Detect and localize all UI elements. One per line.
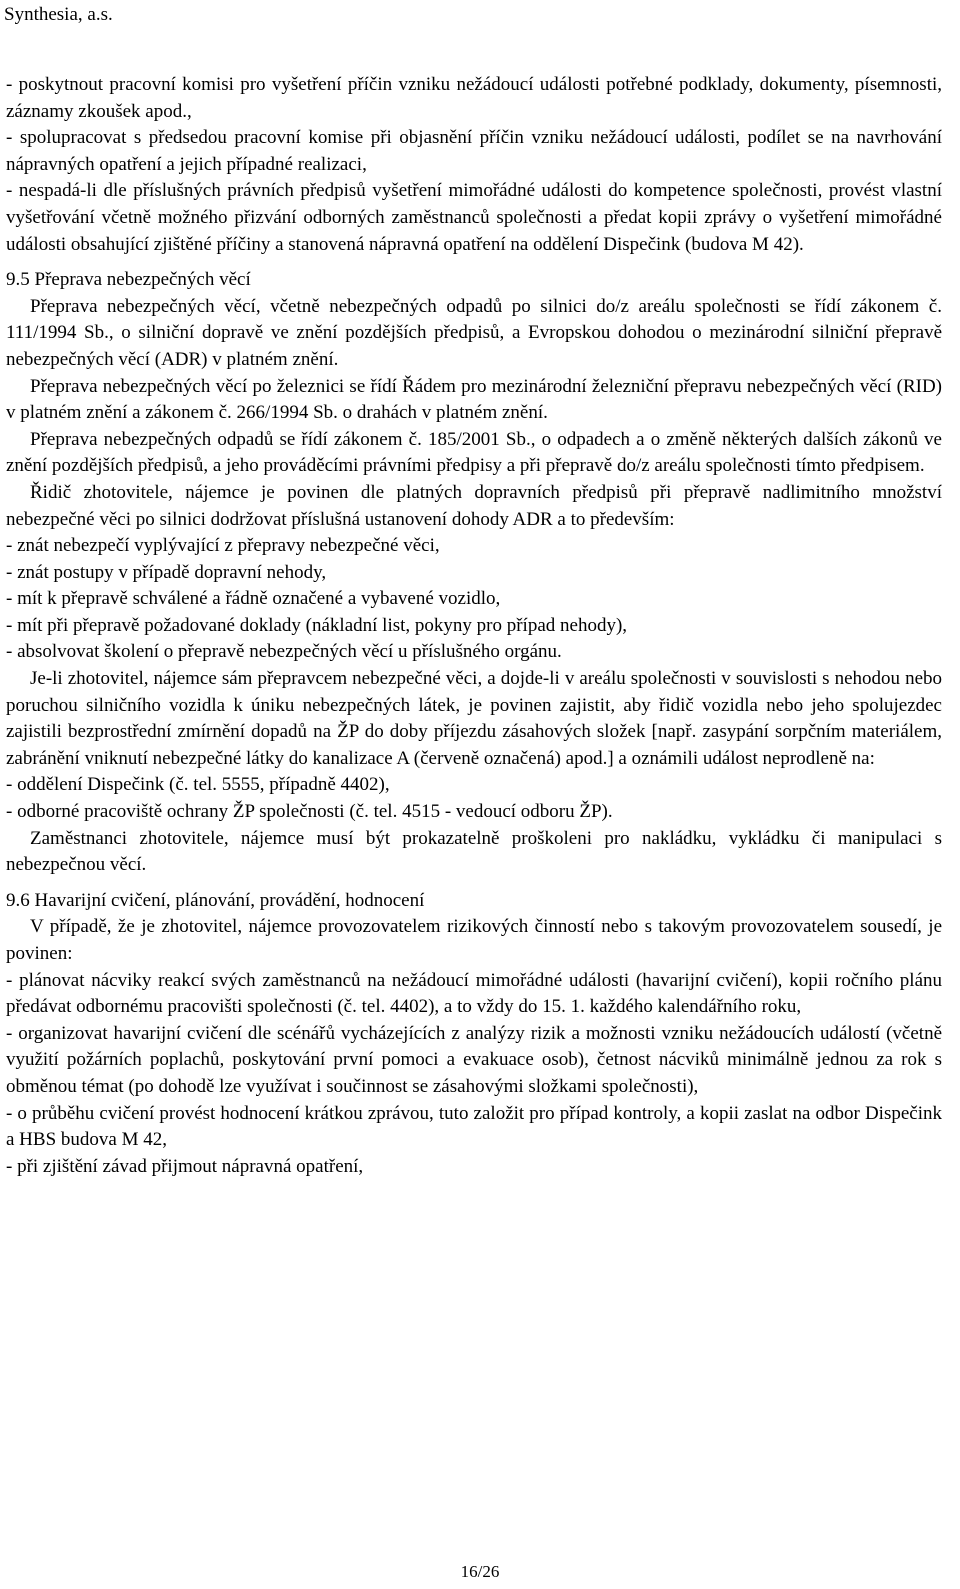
page-number: 16/26 xyxy=(460,1562,500,1581)
list-item: - mít při přepravě požadované doklady (nákladní list, pokyny pro případ nehody), xyxy=(6,614,628,636)
list-item: - znát postupy v případě dopravní nehody, xyxy=(6,561,327,583)
list-item: - spolupracovat s předsedou pracovní komise při objasnění příčin vzniku nežádoucí události, podílet se na navrhování nápravných opatření a jejich případné realizaci, xyxy=(6,127,942,175)
list-item: - organizovat havarijní cvičení dle scénářů vycházejících z analýzy rizik a možnosti vzniku nežádoucích událostí (včetně využití požárních poplachů, poskytování první pomoci a evakuace osob), četnost nácviků minimálně jednou za rok s obměnou témat (po dohodě lze využívat i součinnost se zásahovými složkami společnosti), xyxy=(6,1022,942,1097)
list-item: - znát nebezpečí vyplývající z přepravy nebezpečné věci, xyxy=(6,535,440,557)
paragraph: Přeprava nebezpečných věcí po železnici se řídí Řádem pro mezinárodní železniční přepravu nebezpečných věcí (RID) v platném znění a zákonem č. 266/1994 Sb. o drahách v platném znění. xyxy=(6,375,942,424)
list-item: - poskytnout pracovní komisi pro vyšetření příčin vzniku nežádoucí události potřebné podklady, dokumenty, písemnosti, záznamy zkoušek apod., xyxy=(6,74,942,122)
paragraph: Přeprava nebezpečných odpadů se řídí zákonem č. 185/2001 Sb., o odpadech a o změně některých dalších zákonů ve znění pozdějších předpisů, a jeho prováděcími právními předpisy a při přepravě do/z areálu společnosti tímto předpisem. xyxy=(6,428,942,477)
list-item: - nespadá-li dle příslušných právních předpisů vyšetření mimořádné události do kompetence společnosti, provést vlastní vyšetřování včetně možného přizvání odborných zaměstnanců společnosti a předat kopii zprávy o vyšetření mimořádné události obsahující zjištěné příčiny a stanovená nápravná opatření na oddělení Dispečink (budova M 42). xyxy=(6,180,942,255)
paragraph: Je-li zhotovitel, nájemce sám přepravcem nebezpečné věci, a dojde-li v areálu společnosti v souvislosti s nehodou nebo poruchou silničního vozidla k úniku nebezpečných látek, je povinen zajistit, aby řidič vozidla nebo jeho spolujezdec zajistili bezprostřední zmírnění dopadů na ŽP do doby příjezdu zásahových složek [např. zasypání sorpčním materiálem, zabránění vniknutí nebezpečné látky do kanalizace A (červeně označená) apod.] a oznámili událost neprodleně na: xyxy=(6,668,942,769)
paragraph: Přeprava nebezpečných věcí, včetně nebezpečných odpadů po silnici do/z areálu společnosti se řídí zákonem č. 111/1994 Sb., o silniční dopravě ve znění pozdějších předpisů, a Evropskou dohodou o mezinárodní silniční přepravě nebezpečných věcí (ADR) v platném znění. xyxy=(6,295,942,370)
list-item: - absolvovat školení o přepravě nebezpečných věcí u příslušného orgánu. xyxy=(6,641,562,663)
list-item: - mít k přepravě schválené a řádně označené a vybavené vozidlo, xyxy=(6,588,501,610)
paragraph: Řidič zhotovitele, nájemce je povinen dle platných dopravních předpisů při přepravě nadlimitního množství nebezpečné věci po silnici dodržovat příslušná ustanovení dohody ADR a to především: xyxy=(6,481,942,530)
list-item: - odborné pracoviště ochrany ŽP společnosti (č. tel. 4515 - vedoucí odboru ŽP). xyxy=(6,801,613,823)
document-body xyxy=(6,72,942,1180)
section-heading-9-5: 9.5 Přeprava nebezpečných věcí xyxy=(6,269,251,291)
list-item: - při zjištění závad přijmout nápravná opatření, xyxy=(6,1155,364,1177)
paragraph: V případě, že je zhotovitel, nájemce provozovatelem rizikových činností nebo s takovým provozovatelem sousedí, je povinen: xyxy=(6,916,942,964)
document-header: Synthesia, a.s. xyxy=(4,4,113,25)
list-item: - oddělení Dispečink (č. tel. 5555, případně 4402), xyxy=(6,774,390,796)
list-item: - plánovat nácviky reakcí svých zaměstnanců na nežádoucí mimořádné události (havarijní cvičení), kopii ročního plánu předávat odbornému pracovišti společnosti (č. tel. 4402), a to vždy do 15. 1. každého kalendářního roku, xyxy=(6,969,942,1018)
paragraph: Zaměstnanci zhotovitele, nájemce musí být prokazatelně proškoleni pro nakládku, vykládku či manipulaci s nebezpečnou věcí. xyxy=(6,827,942,876)
section-heading-9-6: 9.6 Havarijní cvičení, plánování, provádění, hodnocení xyxy=(6,889,425,911)
list-item: - o průběhu cvičení provést hodnocení krátkou zprávou, tuto založit pro případ kontroly, a kopii zaslat na odbor Dispečink a HBS budova M 42, xyxy=(6,1102,942,1151)
